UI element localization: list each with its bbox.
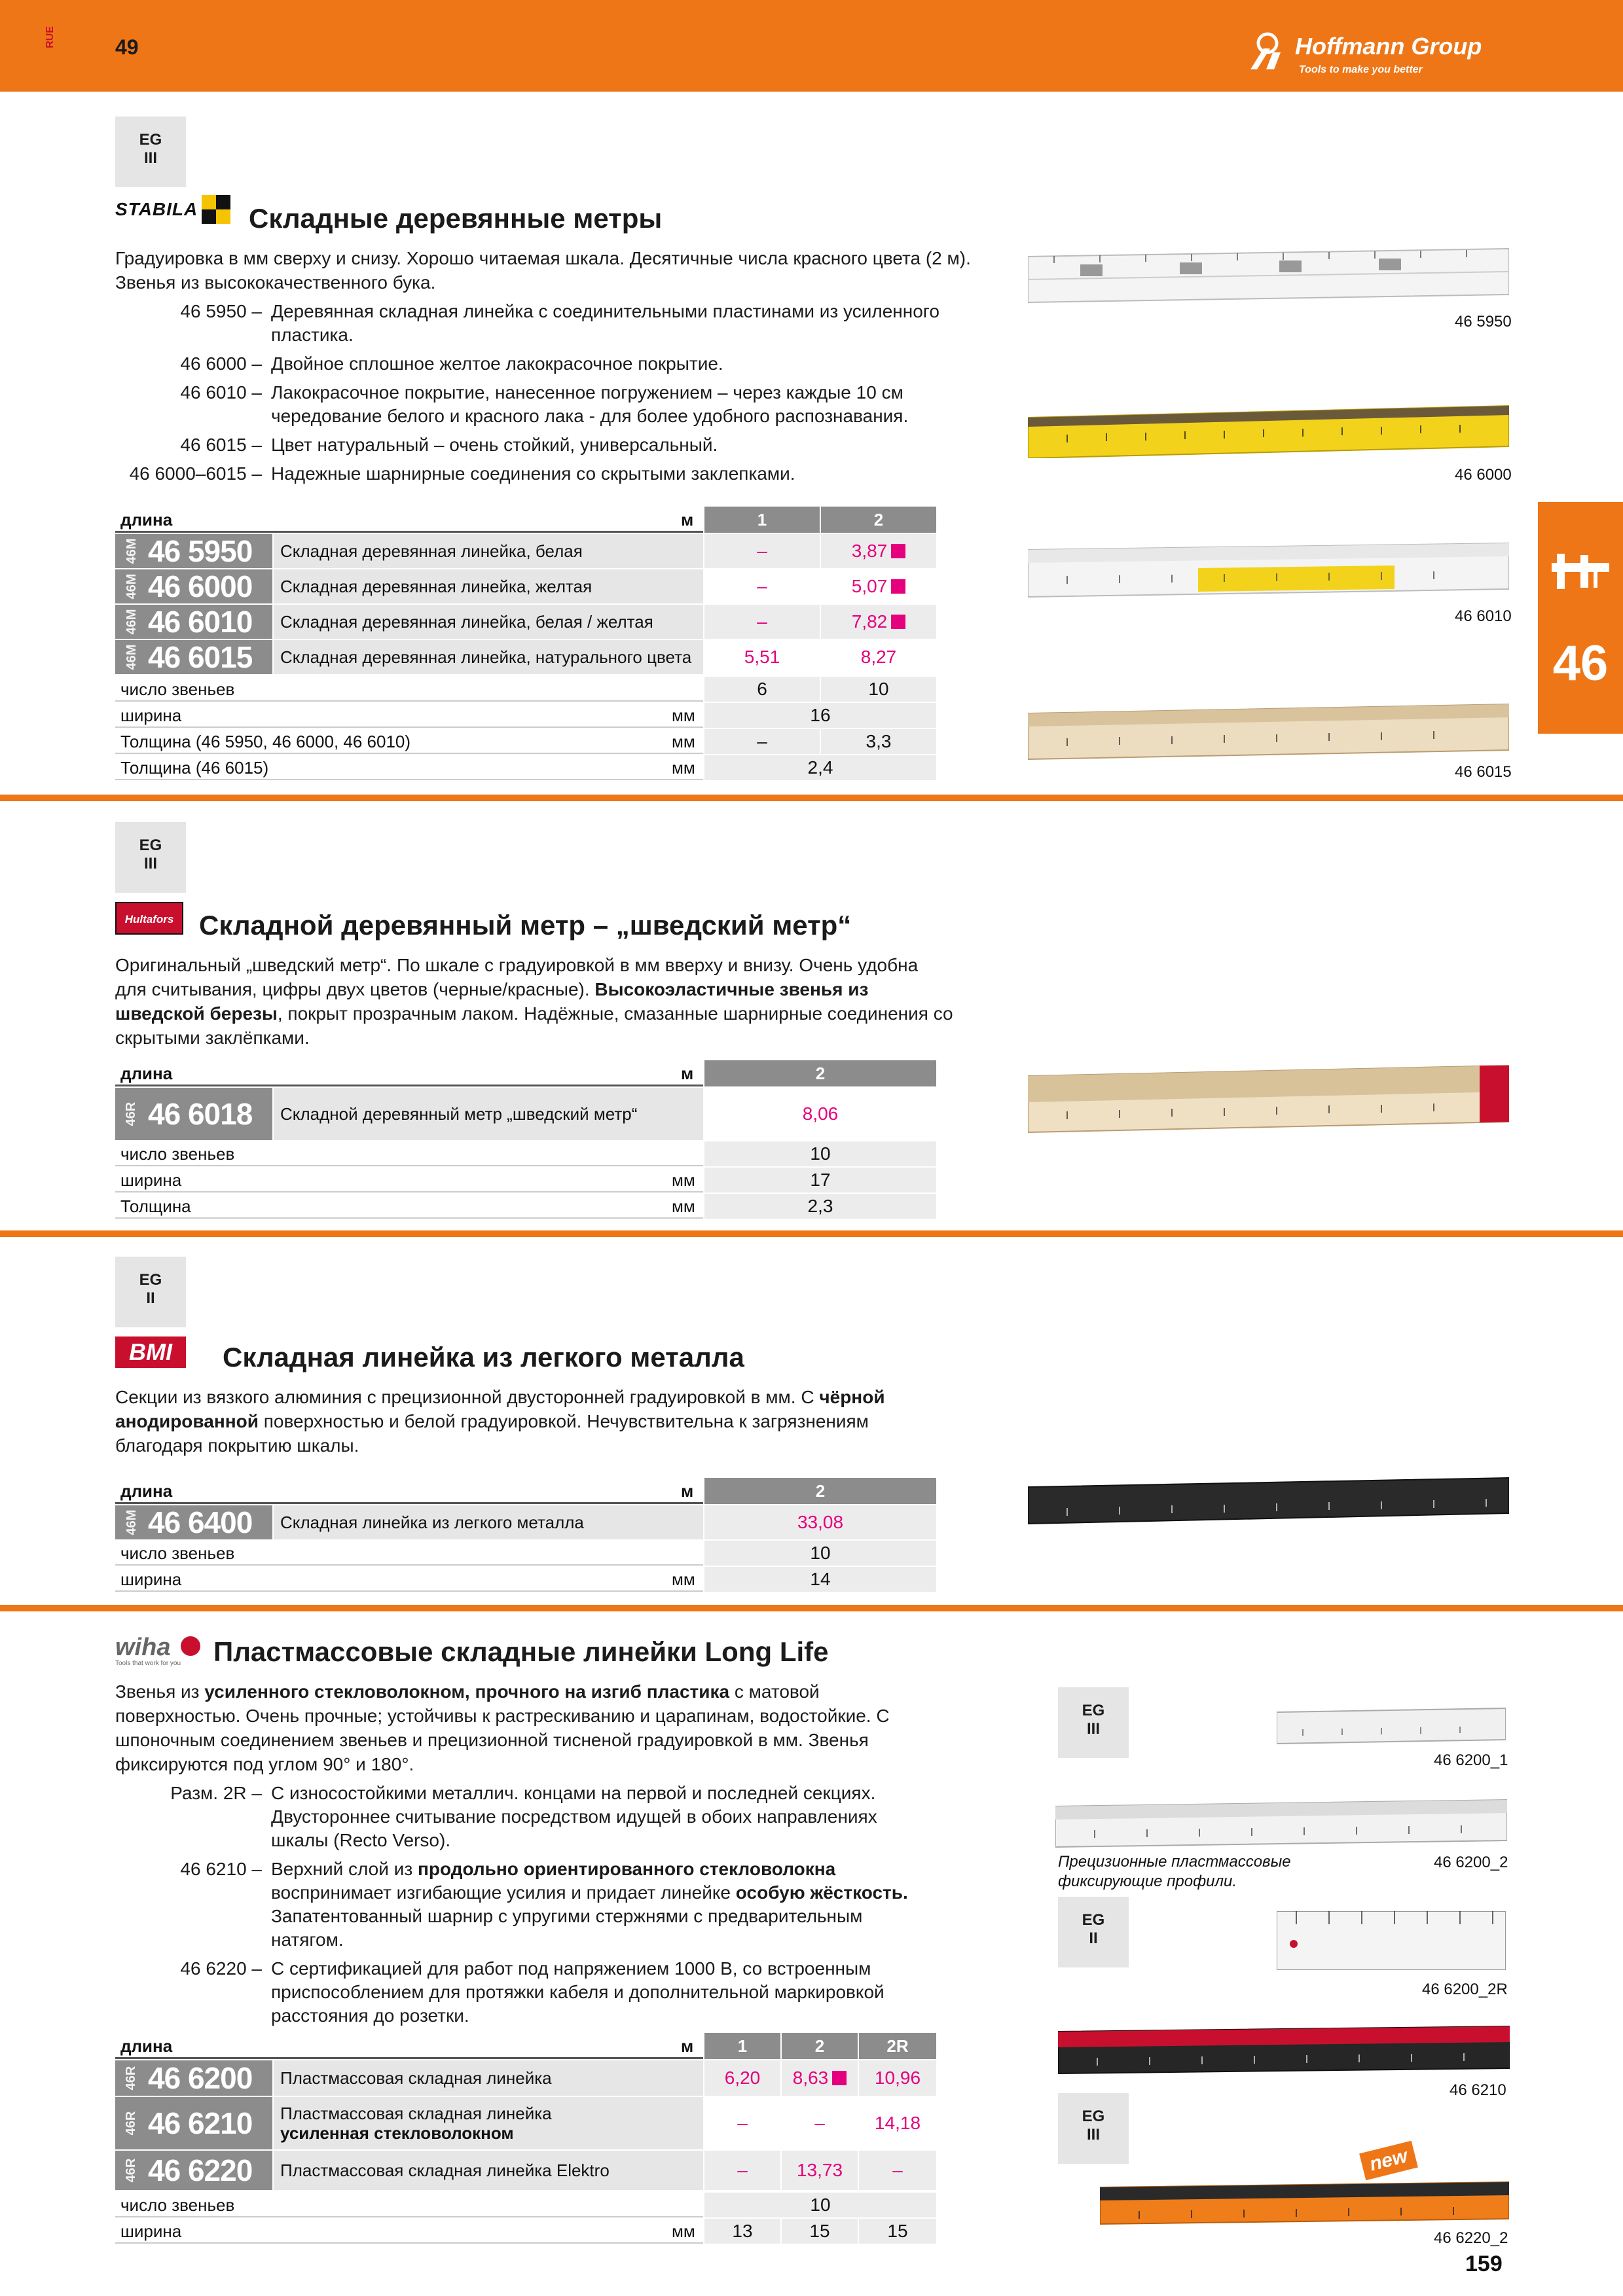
table-header: длина м 1 2 2R [115,2033,936,2059]
article-number[interactable]: 46R 46 6210 [115,2097,272,2149]
eg-class: III [143,855,157,872]
plastic-rule-fibreglass-image [1058,2018,1510,2077]
plastic-rule-2r-image [1277,1911,1506,1970]
stabila-logo-icon [202,195,230,224]
spec-unit: мм [672,1196,695,1216]
spec-unit: мм [672,732,695,751]
col-header: 2 [821,507,936,533]
spec-value: 3,3 [821,729,936,754]
spec-label: ширина [115,703,703,728]
eg-class: II [146,1289,155,1307]
spec-unit: мм [672,2221,695,2241]
article-number[interactable]: 46R 46 6220 [115,2151,272,2190]
spec-label: Толщина (46 6015) [115,755,703,780]
spec-label: число звеньев [115,677,703,702]
eg-class: II [1089,1929,1098,1947]
price-cell: 5,07 [821,569,936,603]
spec-value: 14 [704,1567,936,1592]
spec-value: 6 [704,677,820,702]
product-name: Складная деревянная линейка, натурального цвета [274,640,703,674]
energy-grade-badge [1058,1687,1129,1758]
eg-class: III [1086,1720,1100,1738]
section-description: Оригинальный „шведский метр“. По шкале с градуировкой в мм вверху и внизу. Очень удобна для считывания, цифры двух цветов (черные/красные). Высокоэластичные звенья из шведской березы, покрыт прозрачным лаком. Надёжные, смазанные шарнирные соединения со скрытыми заклёпками. [115,955,953,1048]
list-item: 46 6000–6015 – Надежные шарнирные соединения со скрытыми заклепками. [129,463,795,484]
section-divider [0,1605,1623,1611]
price-cell: – [704,534,820,568]
price-cell: 13,73 [782,2151,858,2190]
spec-value: 15 [859,2219,936,2244]
price-cell: 8,06 [802,1103,839,1124]
energy-grade-badge [115,822,186,893]
image-caption: 46 6010 [1455,607,1512,625]
article-number[interactable]: 46M 46 6015 [115,640,272,674]
table-header: длина м 1 2 [115,507,936,533]
spec-value: 10 [821,677,936,702]
stock-marker-icon [891,615,905,629]
logo-tagline: Tools to make you better [1299,64,1423,75]
image-caption: 46 6200_2 [1434,1854,1508,1871]
product-name: Складная линейка из легкого металла [274,1505,703,1539]
section-title: Складные деревянные метры [249,203,663,234]
image-caption: 46 6220_2 [1434,2229,1508,2247]
eg-label: EG [139,131,162,149]
brand-stabila: STABILA [115,199,198,219]
spec-label: число звеньев [115,2193,703,2217]
energy-grade-badge [115,1257,186,1327]
spec-value: 13 [704,2219,780,2244]
eg-class: III [143,149,157,167]
list-item: Разм. 2R – С износостойкими металлич. концами на первой и последней секциях. Двустороннее считывание посредством идущей в обоих направлениях шкалы (Recto Verso). [170,1783,877,1850]
folding-rule-natural-image [1028,698,1509,763]
price-cell: 7,82 [821,605,936,639]
article-number[interactable]: 46R 46 6200 [115,2060,272,2096]
table-header: длина м 2 [115,1478,936,1504]
section-description: Секции из вязкого алюминия с прецизионной двусторонней градуировкой в мм. С чёрной анодированной поверхностью и белой градуировкой. Нечувствительна к загрязнениям благодаря покрытию шкалы. [115,1387,885,1456]
price-cell: – [704,2151,780,2190]
image-caption: 46 6200_2R [1422,1981,1508,1998]
price-cell: – [859,2151,936,2190]
spec-value: 2,4 [704,755,936,780]
article-number[interactable]: 46R 46 6018 [115,1088,272,1140]
price-cell: 33,08 [704,1505,936,1539]
folding-rule-yellow-image [1028,393,1509,458]
image-caption: 46 6210 [1450,2081,1506,2099]
eg-label: EG [139,836,162,854]
price-cell: 3,87 [821,534,936,568]
spec-value: 10 [704,1541,936,1566]
plastic-rule-image [1277,1703,1506,1749]
new-badge: new [1359,2141,1418,2181]
catalog-page-number: 49 [115,35,139,59]
image-caption: 46 6015 [1455,763,1512,781]
spec-label: Толщина (46 5950, 46 6000, 46 6010) [115,729,703,754]
eg-label: EG [1082,1702,1105,1719]
price-cell: – [757,576,767,596]
product-name: Складная деревянная линейка, желтая [274,569,703,603]
spec-value: 15 [782,2219,858,2244]
image-note: Прецизионные пластмассовые фиксирующие профили. [1058,1853,1291,1890]
plastic-rule-image [1055,1793,1507,1852]
col-header: 2 [704,1478,936,1504]
brand-hultafors-logo: Hultafors [115,902,183,935]
product-name: Пластмассовая складная линейка Elektro [274,2151,703,2190]
section-divider [0,1230,1623,1237]
price-table [115,1060,936,1217]
section-description: Звенья из усиленного стекловолокном, прочного на изгиб пластика с матовой поверхностью. Очень прочные; устойчивы к растрескиванию и царапинам, водостойкие. С шпоночным соединением звеньев и прецизионной тисненой градуировкой в мм. Звенья фиксируются под углом 90° и 180°. [115,1681,890,1774]
product-name: Складная деревянная линейка, белая / желтая [274,605,703,639]
col-header: 1 [704,2033,780,2059]
eg-label: EG [1082,2108,1105,2125]
image-caption: 46 6200_1 [1434,1751,1508,1769]
price-cell: 8,27 [860,647,897,667]
caliper-icon [1548,550,1613,596]
page-number: 159 [1465,2251,1503,2276]
spec-value: 10 [704,1141,936,1166]
spec-value: 16 [704,703,936,728]
eg-class: III [1086,2126,1100,2144]
price-cell: – [737,2113,748,2133]
list-item: 46 6000 – Двойное сплошное желтое лакокрасочное покрытие. [180,353,723,374]
article-number[interactable]: 46M 46 6000 [115,569,272,603]
logo-name: Hoffmann Group [1295,33,1482,60]
spec-value: 2,3 [704,1194,936,1219]
article-number[interactable]: 46M 46 6010 [115,605,272,639]
section-title: Складной деревянный метр – „шведский метр“ [199,910,852,941]
wiha-logo-icon [181,1636,200,1656]
spec-label: Толщина [115,1194,703,1219]
stock-marker-icon [891,544,905,558]
eg-label: EG [139,1271,162,1289]
stock-marker-icon [832,2071,847,2085]
section-title: Пластмассовые складные линейки Long Life [213,1636,829,1667]
stock-marker-icon [891,579,905,594]
chapter-tab[interactable] [1538,502,1623,734]
price-cell: 6,20 [704,2060,780,2096]
product-name: Складная деревянная линейка, белая [274,534,703,568]
product-name: Пластмассовая складная линейка [274,2060,703,2096]
price-table [115,2033,936,2244]
product-name: Пластмассовая складная линейка усиленная стекловолокном [274,2097,703,2149]
list-item: 46 6015 – Цвет натуральный – очень стойкий, универсальный. [180,435,718,455]
folding-rule-white-image [1028,243,1509,309]
list-item: 46 6210 – Верхний слой из продольно ориентированного стекловолокна воспринимает изгибающие усилия и придает линейке особую жёсткость. Запатентованный шарнир с упругими стержнями с предварительным натягом. [180,1859,908,1950]
price-table [115,507,936,781]
price-cell: 14,18 [874,2113,921,2133]
eg-label: EG [1082,1911,1105,1929]
folding-rule-white-yellow-image [1028,537,1509,602]
spec-value: – [704,729,820,754]
article-number[interactable]: 46M 46 6400 [115,1505,272,1539]
spec-label: ширина [115,1567,703,1592]
price-cell: 5,51 [744,647,780,667]
spec-label: ширина [115,1168,703,1193]
list-item: 46 6010 – Лакокрасочное покрытие, нанесенное погружением – через каждые 10 см чередование белого и красного лака - для более удобного распознавания. [180,382,909,426]
price-cell: 8,63 [782,2060,858,2096]
price-cell: – [814,2113,825,2133]
table-header: длина м 2 [115,1060,936,1086]
article-number[interactable]: 46M 46 5950 [115,534,272,568]
spec-value: 10 [704,2193,936,2217]
spec-value: 17 [704,1168,936,1193]
section-title: Складная линейка из легкого металла [223,1342,744,1372]
brand-tagline: Tools that work for you [115,1660,181,1667]
folding-rule-aluminium-image [1028,1473,1509,1532]
col-header: 2 [782,2033,858,2059]
section-description: Градуировка в мм сверху и снизу. Хорошо читаемая шкала. Десятичные числа красного цвета (2 м). Звенья из высококачественного бука. [115,248,971,293]
energy-grade-badge [115,117,186,187]
col-header: 2R [859,2033,936,2059]
product-name: Складной деревянный метр „шведский метр“ [274,1088,703,1140]
plastic-rule-elektro-image [1100,2176,1509,2228]
list-item: 46 5950 – Деревянная складная линейка с соединительными пластинами из усиленного пластика. [180,301,939,345]
chapter-number: 46 [1552,636,1609,691]
price-cell: – [704,605,820,639]
folding-rule-swedish-image [1028,1059,1509,1138]
spec-label: число звеньев [115,1141,703,1166]
section-divider [0,795,1623,801]
spec-unit: мм [672,758,695,778]
language-code: RUE [45,26,56,48]
col-header: 2 [704,1060,936,1086]
image-caption: 46 6000 [1455,466,1512,484]
energy-grade-badge [1058,1897,1129,1967]
spec-unit: мм [672,1170,695,1190]
price-cell: 10,96 [859,2060,936,2096]
brand-wiha: wiha [115,1634,171,1661]
energy-grade-badge [1058,2093,1129,2164]
list-item: 46 6220 – С сертификацией для работ под напряжением 1000 В, со встроенным приспособлением для протяжки кабеля и дополнительной маркировкой расстояния до розетки. [180,1958,884,2026]
spec-label: число звеньев [115,1541,703,1566]
spec-label: ширина [115,2219,703,2244]
col-header: 1 [704,507,820,533]
image-caption: 46 5950 [1455,313,1512,331]
spec-unit: мм [672,706,695,725]
brand-bmi-logo: BMI [115,1336,186,1368]
spec-unit: мм [672,1570,695,1589]
price-table [115,1478,936,1593]
